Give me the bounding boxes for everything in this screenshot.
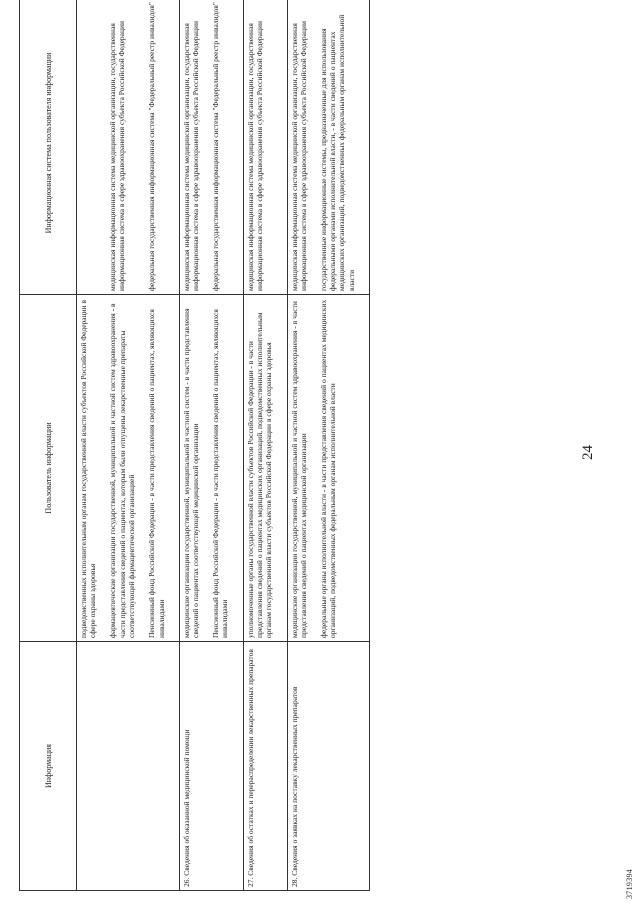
header-system: Информационная система пользователя информации (20, 0, 77, 295)
system-cell (243, 0, 287, 295)
user-entry: подведомственных исполнительным органам государственной власти субъектов Российской Федерации в сфере охраны здоровья (79, 299, 98, 638)
system-entry: медицинская информационная система медицинской организации, государственная информационная система в сфере здравоохранения субъекта Российской Федерации (245, 20, 264, 291)
system-entry: федеральная государственная информационная система "Федеральный реестр инвалидов" (147, 2, 156, 291)
page-number: 24 (580, 445, 596, 460)
user-entry: фармацевтические организации государственной, муниципальной и частной систем здравоохранения - в части представления сведений о пациентах, которым были отпущены лекарственные препараты соответствующей фармацевтической организацией (108, 303, 136, 638)
system-entry: государственные информационные системы, предназначенные для использования федеральными органами исполнительной власти, - в части сведений о пациентах медицинских организаций, подведомственных федеральным органам исполнительной власти (319, 14, 356, 291)
system-entry (79, 0, 97, 291)
system-cell (77, 0, 180, 295)
user-entry: медицинские организации государственной, муниципальной и частной систем - в части представления сведений о пациентах соответствующей медицинской организации (181, 308, 201, 638)
table-row (243, 0, 287, 891)
table-header-row (20, 0, 77, 891)
table-row (77, 0, 180, 891)
header-user: Пользователь информации (20, 295, 77, 642)
user-entry: медицинские организации государственной, муниципальной и частной систем здравоохранения - в части представления сведений о пациентах медицинской организации (289, 301, 308, 638)
table-body (77, 0, 370, 891)
info-cell (77, 642, 180, 891)
system-entry: медицинская информационная система медицинской организации, государственная информационная система в сфере здравоохранения субъекта Российской Федерации (289, 20, 308, 291)
system-cell (287, 0, 369, 295)
system-entry: медицинская информационная система медицинской организации, государственная информационная система в сфере здравоохранения субъекта Российской Федерации (108, 20, 127, 291)
info-cell: 27. Сведения об остатках и перераспределении лекарственных препаратов (243, 642, 287, 891)
table-row (287, 0, 369, 891)
document-id: 3719394 (625, 868, 634, 899)
info-cell: 26. Сведения об оказанной медицинской помощи (179, 642, 243, 891)
system-cell (179, 0, 243, 295)
user-cell (287, 295, 369, 642)
user-entry: федеральные органы исполнительной власти - в части представления сведений о пациентах медицинских организаций, подведомственных федеральным органам исполнительной власти (319, 299, 338, 638)
user-cell (179, 295, 243, 642)
information-table (19, 0, 370, 891)
user-cell (243, 295, 287, 642)
user-entry: уполномоченные органы государственной власти субъектов Российской Федерации - в части представления сведений о пациентах медицинских организаций, подведомственных исполнительным органам государственной власти субъектов Российской Федерации в сфере охраны здоровья (245, 312, 274, 638)
user-entry: Пенсионный фонд Российской Федерации - в части представления сведений о пациентах, являющихся инвалидами (211, 309, 230, 638)
user-entry: Пенсионный фонд Российской Федерации - в части представления сведений о пациентах, являющихся инвалидами (147, 309, 166, 638)
system-entry: федеральная государственная информационная система "Федеральный реестр инвалидов" (211, 2, 221, 291)
info-cell: 28. Сведения о заявках на поставку лекарственных препаратов (287, 642, 369, 891)
system-entry: медицинская информационная система медицинской организации, государственная информационная система в сфере здравоохранения субъекта Российской Федерации (181, 20, 201, 291)
header-information: Информация (20, 642, 77, 891)
user-cell (77, 295, 180, 642)
table-row (179, 0, 243, 891)
